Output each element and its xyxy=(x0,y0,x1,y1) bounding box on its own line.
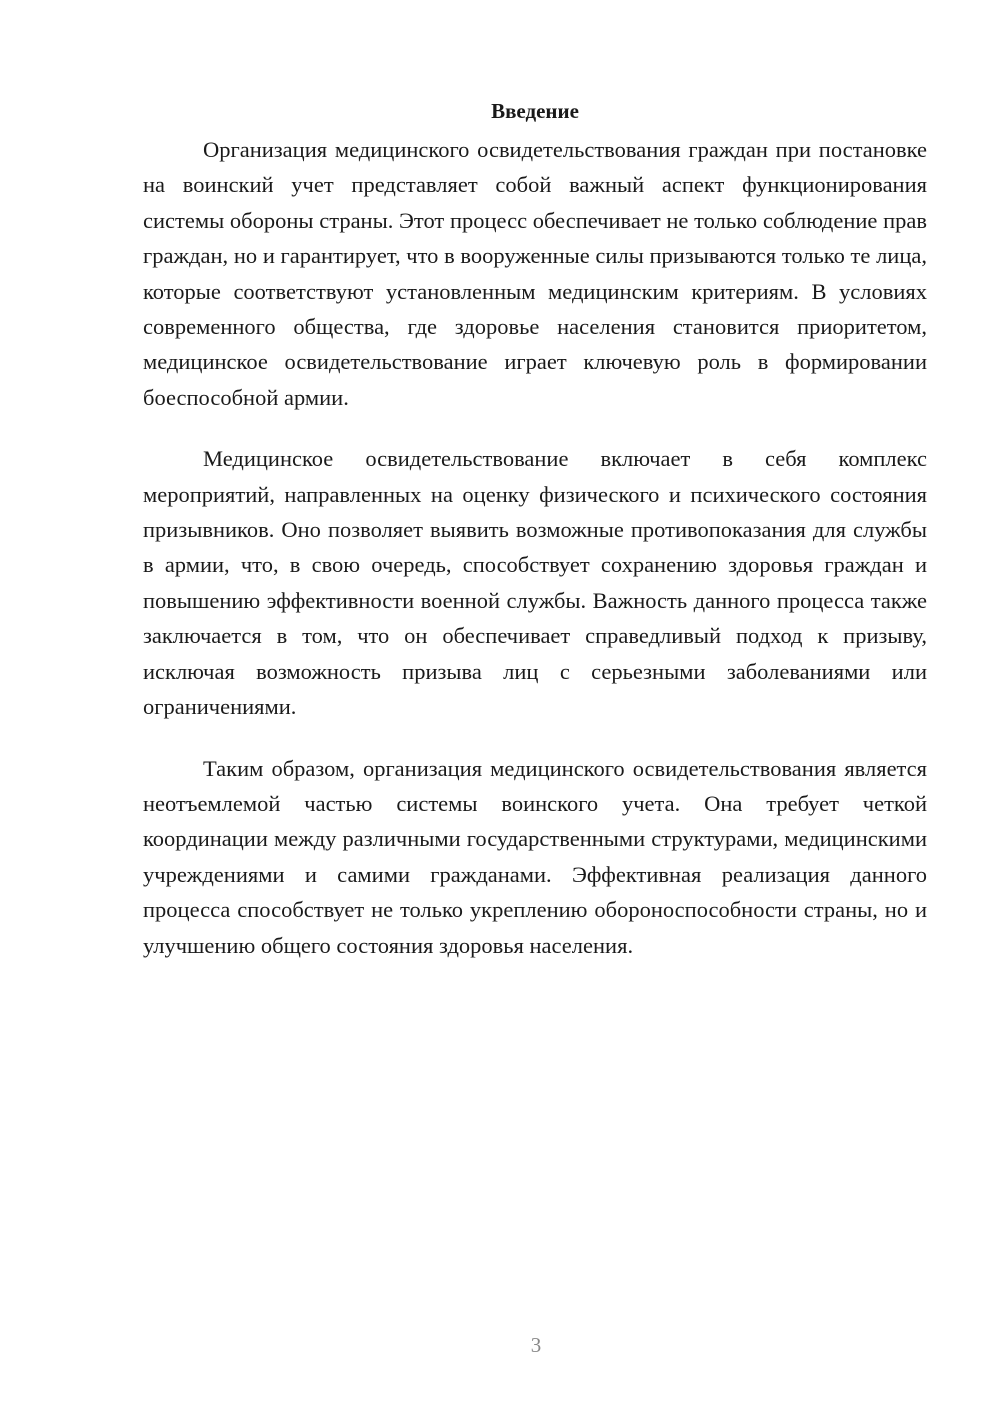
page-content xyxy=(143,96,927,989)
page-number: 3 xyxy=(530,1333,542,1357)
paragraph-2: Медицинское освидетельствование включает в себя комплекс мероприятий, направленных на оценку физического и психического состояния призывников. Оно позволяет выявить возможные противопоказания для службы в армии, что, в свою очередь, способствует сохранению здоровья граждан и повышению эффективности военной службы. Важность данного процесса также заключается в том, что он обеспечивает справедливый подход к призыву, исключая возможность призыва лиц с серьезными заболеваниями или ограничениями. xyxy=(143,446,927,720)
paragraph-1: Организация медицинского освидетельствования граждан при постановке на воинский учет представляет собой важный аспект функционирования системы обороны страны. Этот процесс обеспечивает не только соблюдение прав граждан, но и гарантирует, что в вооруженные силы призываются только те лица, которые соответствуют установленным медицинским критериям. В условиях современного общества, где здоровье населения становится приоритетом, медицинское освидетельствование играет ключевую роль в формировании боеспособной армии. xyxy=(143,137,927,410)
paragraph-3: Таким образом, организация медицинского освидетельствования является неотъемлемой частью системы воинского учета. Она требует четкой координации между различными государственными структурами, медицинскими учреждениями и самими гражданами. Эффективная реализация данного процесса способствует не только укреплению обороноспособности страны, но и улучшению общего состояния здоровья населения. xyxy=(143,755,927,958)
section-heading: Введение xyxy=(491,99,579,123)
